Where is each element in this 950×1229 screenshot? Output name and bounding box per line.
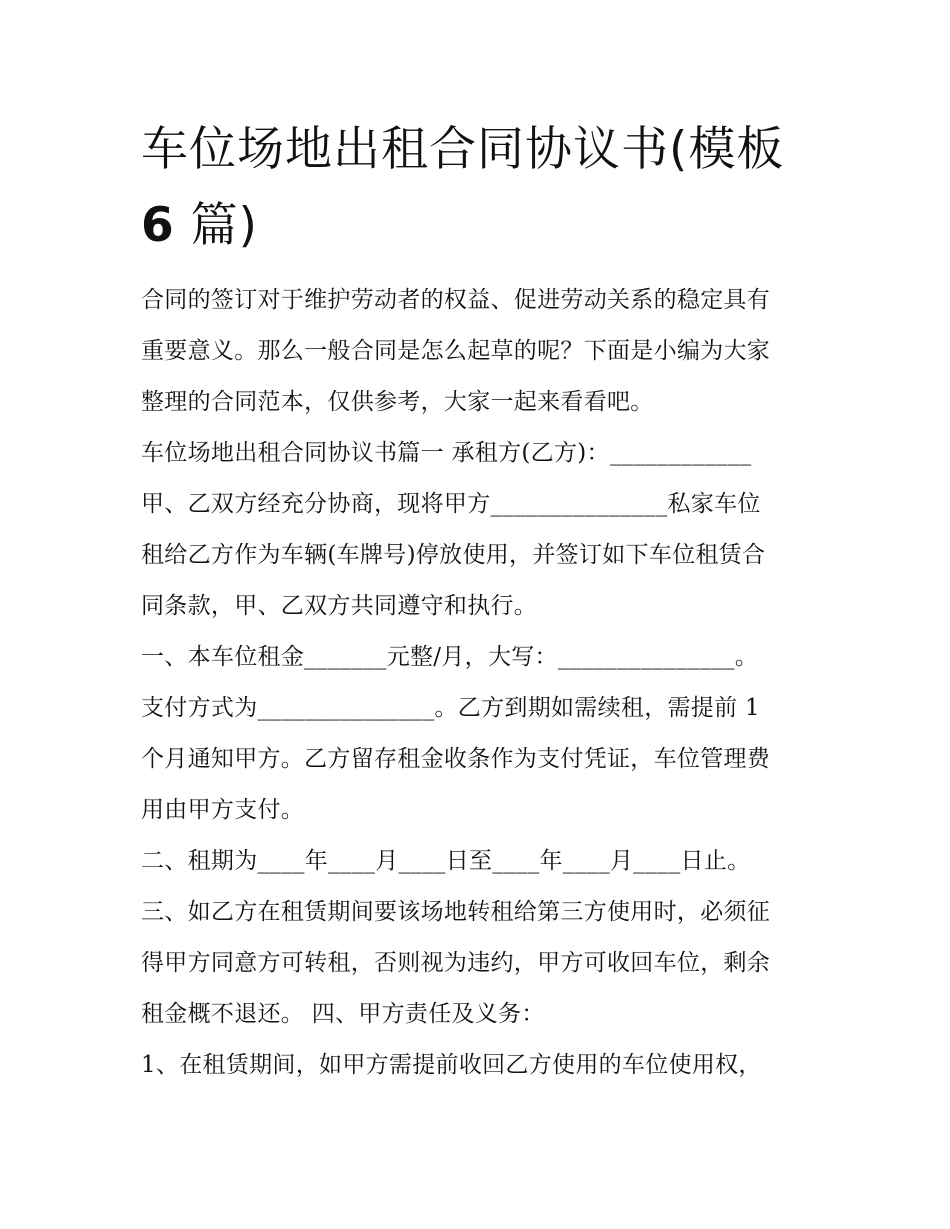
body-line: 二、租期为____年____月____日至____年____月____日止。: [141, 848, 751, 874]
document-title: [141, 112, 821, 264]
body-line: 整理的合同范本，仅供参考，大家一起来看看吧。: [141, 389, 654, 415]
body-line: 租金概不退还。 四、甲方责任及义务：: [141, 1001, 545, 1027]
title-line-2: 篇): [174, 198, 258, 253]
body-line: 租给乙方作为车辆(车牌号)停放使用，并签订如下车位租赁合: [141, 542, 766, 568]
body-line: 同条款，甲、乙双方共同遵守和执行。: [141, 593, 538, 619]
body-line: 一、本车位租金_______元整/月，大写：_______________。: [141, 644, 759, 670]
body-line: 1、在租赁期间，如甲方需提前收回乙方使用的车位使用权，: [141, 1052, 762, 1078]
title-line-1: 车位场地出租合同协议书(模板: [141, 122, 785, 177]
body-line: 得甲方同意方可转租，否则视为违约，甲方可收回车位，剩余: [141, 950, 771, 976]
body-line: 三、如乙方在租赁期间要该场地转租给第三方使用时，必须征: [141, 899, 771, 925]
body-line: 支付方式为_______________。乙方到期如需续租，需提前 1: [141, 695, 760, 721]
body-line: 合同的签订对于维护劳动者的权益、促进劳动关系的稳定具有: [141, 287, 771, 313]
title-count: 6: [141, 198, 175, 253]
body-line: 个月通知甲方。乙方留存租金收条作为支付凭证，车位管理费: [141, 746, 771, 772]
body-line: 重要意义。那么一般合同是怎么起草的呢？下面是小编为大家: [141, 338, 771, 364]
body-line: 甲、乙双方经充分协商，现将甲方_______________私家车位: [141, 491, 761, 517]
body-line: 车位场地出租合同协议书篇一 承租方(乙方)：____________: [141, 440, 752, 466]
document-body: [141, 275, 821, 1091]
body-line: 用由甲方支付。: [141, 797, 305, 823]
